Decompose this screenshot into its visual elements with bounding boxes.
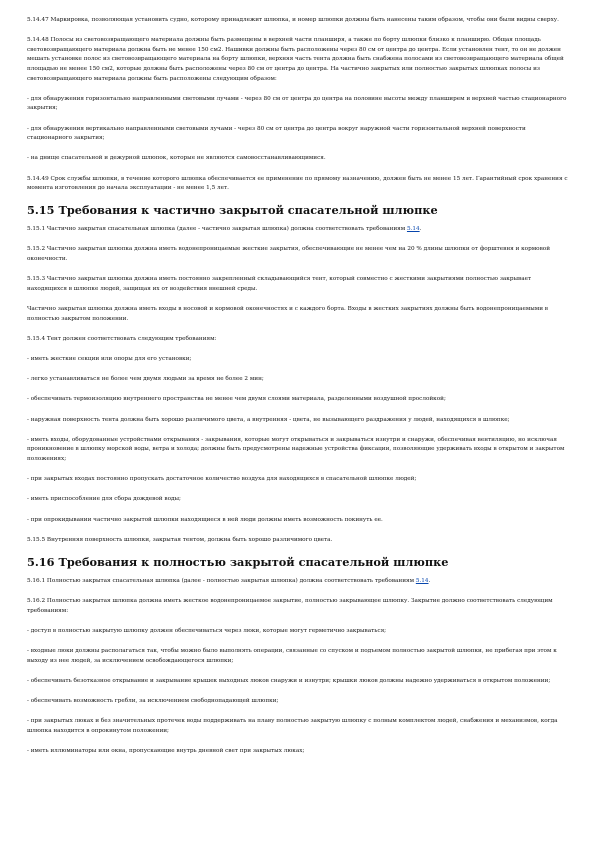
para-5-14-47 [27,16,568,26]
paragraph-text: 5.16.1 Полностью закрытая спасательная шлюпка (далее - полностью закрытая шлюпка) должна соответствовать требованиям [27,577,416,584]
paragraph-text: - обеспечивать безотказное открывание и закрывание крышек выходных люков снаружи и изнутри; крышки люков должны надежно удерживаться в открытом положении; [27,677,551,684]
heading-text: 5.16 Требования к полностью закрытой спасательной шлюпке [27,554,449,569]
paragraph-text-end: . [419,226,422,233]
para-reflective-vertical [27,125,568,144]
para-5-14-48 [27,36,568,84]
para-5-15-1 [27,225,568,235]
para-tent-insulation [27,395,568,405]
paragraph-text: 5.14.49 Срок службы шлюпки, в течение которого шлюпка обеспечивается ее применение по прямому назначению, должен быть не менее 15 лет. Гарантийный срок хранения с момента изготовления до начала эксплуатации - не менее 1,5 лет. [27,175,568,192]
paragraph-text: 5.16.2 Полностью закрытая шлюпка должна иметь жесткое водонепроницаемое закрытие, полностью закрывающее шлюпку. Закрытие должно соответствовать следующим требованиям: [27,598,553,614]
paragraph-text: - при закрытых люках и без значительных протечек воды поддерживать на плаву полностью закрытую шлюпку с полным комплектом людей, снабжения и механизмов, когда шлюпка находится в опрокинутом положении; [27,718,558,734]
heading-text: 5.15 Требования к частично закрытой спасательной шлюпке [27,203,438,218]
paragraph-text: - входные люки должны располагаться так, чтобы можно было выполнять операции, связанные со спуском и подъемом полностью закрытой шлюпки, не прибегая при этом к выходу из нее людей, за исключением освобождающегося шлюпки; [27,648,557,664]
section-heading-5-15 [27,204,568,217]
para-closure-hatches [27,647,568,666]
para-reflective-horizontal [27,95,568,114]
paragraph-text: - легко устанавливаться не более чем двумя людьми за время не более 2 мин; [27,376,264,383]
paragraph-text-end: . [428,577,431,584]
paragraph-text: 5.15.2 Частично закрытая шлюпка должна иметь водонепроницаемые жесткие закрытия, обеспечивающие не менее чем на 20 % длины шлюпки от форштевня и кормовой оконечности. [27,246,551,263]
paragraph-text: - при закрытых входах постоянно пропускать достаточное количество воздуха для находящихся в спасательной шлюпке людей; [27,476,417,483]
document-page [27,16,568,767]
para-closure-access [27,627,568,637]
paragraph-text: - на днище спасательной и дежурной шлюпок, которые не являются самовосстанавливающимися. [27,155,326,162]
paragraph-text: - иметь приспособление для сбора дождевой воды; [27,496,181,503]
section-heading-5-16 [27,556,568,569]
paragraph-text: - при опрокидывании частично закрытой шлюпки находящиеся в ней люди должны иметь возможность покинуть ее. [27,516,383,523]
paragraph-text: - для обнаружения горизонтально направленными световыми лучами - через 80 см от центра до центра на половине высоты между планширем и верхней частью стационарного закрытия; [27,95,567,112]
paragraph-text: - наружная поверхность тента должна быть хорошо различимого цвета, а внутренняя - цвета, не вызывающего раздражения у людей, находящихся в шлюпке; [27,416,510,423]
paragraph-text: - обеспечивать возможность гребли, за исключением свободнопадающей шлюпки; [27,698,279,704]
paragraph-text: 5.14.48 Полосы из световозвращающего материала должны быть размещены в верхней части планширя, а также по борту шлюпки близко к планширю. Общая площадь световозвращающего материала должна быть не менее 150 см2. Нашивки должны быть расположены через 80 см от центра до центра. Если установлен тент, то он не должен мешать установке полос из световозвращающего материала на борту шлюпки, верхняя часть тента должна быть снабжена полосами из световозвращающего материала общей площадью не менее 150 см2, которые должны быть расположены через 80 см от центра до центра. На частично закрытых или полностью закрытых шлюпках полосы из световозвращающего материала должны быть расположены следующим образом: [27,37,564,82]
para-5-14-49 [27,175,568,194]
paragraph-text: 5.15.1 Частично закрытая спасательная шлюпка (далее - частично закрытая шлюпка) должна соответствовать требованиям [27,226,407,233]
para-5-15-3-cont [27,305,568,324]
para-5-15-3 [27,275,568,294]
para-closure-capsize [27,717,568,736]
paragraph-text: - для обнаружения вертикально направленными световыми лучами - через 80 см от центра до центра вокруг наружной части горизонтальной верхней поверхности стационарного закрытия; [27,125,526,142]
paragraph-text: 5.15.4 Тент должен соответствовать следующим требованиям: [27,335,217,342]
para-tent-install [27,375,568,385]
paragraph-text: 5.15.3 Частично закрытая шлюпка должна иметь постоянно закрепленный складывающийся тент, который совместно с жесткими закрытиями полностью закрывает находящихся в шлюпке людей, защищая их от воздействия внешней среды. [27,276,532,292]
para-tent-supports [27,355,568,365]
paragraph-text: - иметь жесткие секции или опоры для его установки; [27,356,192,362]
para-closure-rowing [27,697,568,707]
paragraph-text: 5.14.47 Маркировка, позволяющая установить судно, которому принадлежит шлюпка, и номер шлюпки должны быть нанесены таким образом, чтобы они были видны сверху. [27,17,559,23]
para-tent-air [27,475,568,485]
paragraph-text: - обеспечивать термоизоляцию внутреннего пространства не менее чем двумя слоями материала, разделенными воздушной прослойкой; [27,396,446,403]
para-5-16-1 [27,577,568,587]
paragraph-text: - иметь иллюминаторы или окна, пропускающие внутрь дневной свет при закрытых люках; [27,747,305,754]
para-closure-opening [27,677,568,687]
paragraph-text: - иметь входы, оборудованные устройствами открывания - закрывания, которые могут открываться и закрываться изнутри и снаружи, обеспечивая вентиляцию, но исключая проникновение в шлюпку морской воды, ветра и холода; должны быть предусмотрены надежные устройства фиксации, позволяющие удерживать входы в открытом и закрытом положениях; [27,436,565,462]
paragraph-text: Частично закрытая шлюпка должна иметь входы в носовой и кормовой оконечностях и с каждого борта. Входы в жестких закрытиях должны быть водонепроницаемыми в полностью закрытом положении. [27,306,549,322]
para-tent-rainwater [27,495,568,505]
paragraph-text: - доступ в полностью закрытую шлюпку должен обеспечиваться через люки, которые могут герметично закрываться; [27,627,387,634]
para-tent-capsize [27,516,568,526]
paragraph-text: 5.15.5 Внутренняя поверхность шлюпки, закрытая тентом, должна быть хорошо различимого цвета. [27,536,333,543]
para-5-15-2 [27,245,568,264]
para-tent-color [27,416,568,426]
para-5-16-2 [27,597,568,616]
para-closure-windows [27,747,568,757]
para-5-15-4 [27,335,568,345]
section-reference-link[interactable]: 5.14 [415,577,429,584]
para-tent-entrances [27,436,568,465]
para-5-15-5 [27,536,568,546]
para-reflective-bottom [27,154,568,164]
section-reference-link[interactable]: 5.14 [406,226,420,233]
